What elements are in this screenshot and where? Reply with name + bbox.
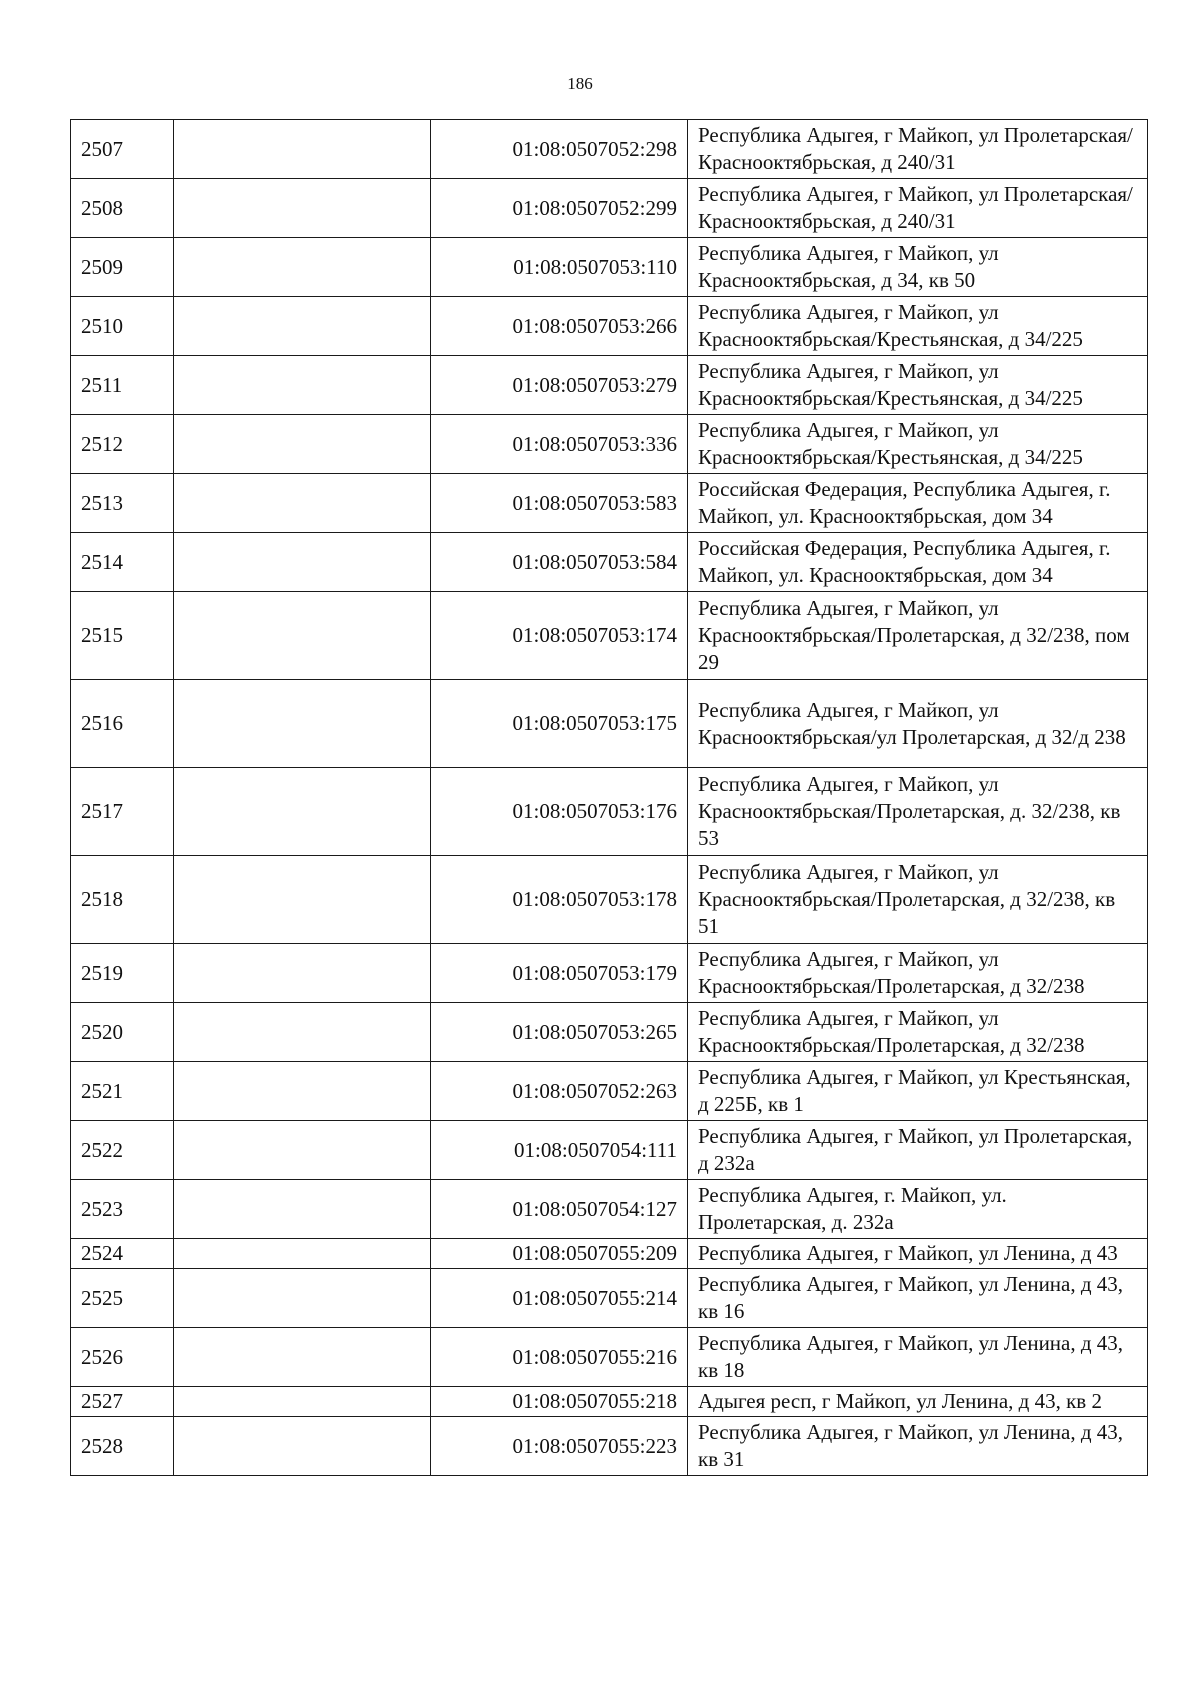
- address-cell: Республика Адыгея, г Майкоп, ул Краснооктябрьская/Крестьянская, д 34/225: [688, 356, 1148, 415]
- cadastral-number-cell: 01:08:0507052:263: [431, 1062, 688, 1121]
- address-cell: Республика Адыгея, г Майкоп, ул Крестьянская, д 225Б, кв 1: [688, 1062, 1148, 1121]
- empty-cell: [174, 474, 431, 533]
- empty-cell: [174, 238, 431, 297]
- table-row: [71, 1269, 1148, 1328]
- row-number-cell: 2514: [71, 533, 174, 592]
- address-cell: Республика Адыгея, г Майкоп, ул Ленина, д 43, кв 16: [688, 1269, 1148, 1328]
- cadastral-number-cell: 01:08:0507053:266: [431, 297, 688, 356]
- empty-cell: [174, 120, 431, 179]
- empty-cell: [174, 856, 431, 944]
- row-number-cell: 2511: [71, 356, 174, 415]
- empty-cell: [174, 1269, 431, 1328]
- cadastral-number-cell: 01:08:0507053:265: [431, 1003, 688, 1062]
- table-row: [71, 1180, 1148, 1239]
- empty-cell: [174, 680, 431, 768]
- address-cell: Республика Адыгея, г Майкоп, ул Краснооктябрьская/ул Пролетарская, д 32/д 238: [688, 680, 1148, 768]
- table-row: [71, 856, 1148, 944]
- address-cell: Республика Адыгея, г Майкоп, ул Ленина, д 43, кв 18: [688, 1328, 1148, 1387]
- table-row: [71, 120, 1148, 179]
- row-number-cell: 2509: [71, 238, 174, 297]
- empty-cell: [174, 1328, 431, 1387]
- empty-cell: [174, 297, 431, 356]
- cadastral-number-cell: 01:08:0507053:176: [431, 768, 688, 856]
- empty-cell: [174, 1417, 431, 1476]
- cadastral-number-cell: 01:08:0507055:209: [431, 1239, 688, 1269]
- row-number-cell: 2522: [71, 1121, 174, 1180]
- address-cell: Адыгея респ, г Майкоп, ул Ленина, д 43, кв 2: [688, 1387, 1148, 1417]
- cadastral-number-cell: 01:08:0507053:336: [431, 415, 688, 474]
- page-number: 186: [567, 74, 593, 93]
- row-number-cell: 2507: [71, 120, 174, 179]
- table-row: [71, 1239, 1148, 1269]
- empty-cell: [174, 1121, 431, 1180]
- table-row: [71, 768, 1148, 856]
- table-row: [71, 1121, 1148, 1180]
- empty-cell: [174, 356, 431, 415]
- cadastral-number-cell: 01:08:0507055:218: [431, 1387, 688, 1417]
- cadastral-number-cell: 01:08:0507052:298: [431, 120, 688, 179]
- cadastral-number-cell: 01:08:0507053:175: [431, 680, 688, 768]
- row-number-cell: 2526: [71, 1328, 174, 1387]
- table-row: [71, 1387, 1148, 1417]
- table-row: [71, 680, 1148, 768]
- row-number-cell: 2508: [71, 179, 174, 238]
- address-cell: Российская Федерация, Республика Адыгея, г. Майкоп, ул. Краснооктябрьская, дом 34: [688, 474, 1148, 533]
- empty-cell: [174, 533, 431, 592]
- cadastral-number-cell: 01:08:0507053:279: [431, 356, 688, 415]
- row-number-cell: 2527: [71, 1387, 174, 1417]
- row-number-cell: 2515: [71, 592, 174, 680]
- row-number-cell: 2510: [71, 297, 174, 356]
- empty-cell: [174, 1180, 431, 1239]
- empty-cell: [174, 415, 431, 474]
- cadastral-number-cell: 01:08:0507054:111: [431, 1121, 688, 1180]
- address-cell: Республика Адыгея, г. Майкоп, ул. Пролетарская, д. 232а: [688, 1180, 1148, 1239]
- empty-cell: [174, 592, 431, 680]
- table-row: [71, 592, 1148, 680]
- cadastral-number-cell: 01:08:0507053:179: [431, 944, 688, 1003]
- cadastral-number-cell: 01:08:0507055:216: [431, 1328, 688, 1387]
- address-cell: Республика Адыгея, г Майкоп, ул Краснооктябрьская/Крестьянская, д 34/225: [688, 297, 1148, 356]
- empty-cell: [174, 768, 431, 856]
- row-number-cell: 2512: [71, 415, 174, 474]
- empty-cell: [174, 944, 431, 1003]
- cadastral-number-cell: 01:08:0507054:127: [431, 1180, 688, 1239]
- row-number-cell: 2525: [71, 1269, 174, 1328]
- cadastral-number-cell: 01:08:0507053:178: [431, 856, 688, 944]
- table-row: [71, 415, 1148, 474]
- row-number-cell: 2517: [71, 768, 174, 856]
- cadastral-number-cell: 01:08:0507055:214: [431, 1269, 688, 1328]
- row-number-cell: 2516: [71, 680, 174, 768]
- row-number-cell: 2523: [71, 1180, 174, 1239]
- table-row: [71, 1417, 1148, 1476]
- empty-cell: [174, 179, 431, 238]
- row-number-cell: 2521: [71, 1062, 174, 1121]
- empty-cell: [174, 1387, 431, 1417]
- empty-cell: [174, 1062, 431, 1121]
- row-number-cell: 2524: [71, 1239, 174, 1269]
- table-row: [71, 1328, 1148, 1387]
- table-row: [71, 297, 1148, 356]
- empty-cell: [174, 1003, 431, 1062]
- address-cell: Республика Адыгея, г Майкоп, ул Ленина, д 43, кв 31: [688, 1417, 1148, 1476]
- cadastral-number-cell: 01:08:0507053:174: [431, 592, 688, 680]
- address-cell: Республика Адыгея, г Майкоп, ул Краснооктябрьская, д 34, кв 50: [688, 238, 1148, 297]
- table-row: [71, 238, 1148, 297]
- address-cell: Республика Адыгея, г Майкоп, ул Краснооктябрьская/Пролетарская, д 32/238: [688, 1003, 1148, 1062]
- address-cell: Республика Адыгея, г Майкоп, ул Пролетарская, д 232а: [688, 1121, 1148, 1180]
- address-cell: Республика Адыгея, г Майкоп, ул Краснооктябрьская/Пролетарская, д 32/238, кв 51: [688, 856, 1148, 944]
- address-cell: Республика Адыгея, г Майкоп, ул Пролетарская/Краснооктябрьская, д 240/31: [688, 179, 1148, 238]
- cadastral-number-cell: 01:08:0507053:583: [431, 474, 688, 533]
- address-cell: Республика Адыгея, г Майкоп, ул Краснооктябрьская/Пролетарская, д 32/238, пом 29: [688, 592, 1148, 680]
- address-cell: Российская Федерация, Республика Адыгея, г. Майкоп, ул. Краснооктябрьская, дом 34: [688, 533, 1148, 592]
- cadastral-number-cell: 01:08:0507052:299: [431, 179, 688, 238]
- cadastral-number-cell: 01:08:0507053:584: [431, 533, 688, 592]
- row-number-cell: 2520: [71, 1003, 174, 1062]
- table-row: [71, 179, 1148, 238]
- table-row: [71, 474, 1148, 533]
- address-cell: Республика Адыгея, г Майкоп, ул Краснооктябрьская/Пролетарская, д 32/238: [688, 944, 1148, 1003]
- address-cell: Республика Адыгея, г Майкоп, ул Пролетарская/Краснооктябрьская, д 240/31: [688, 120, 1148, 179]
- table-row: [71, 356, 1148, 415]
- address-cell: Республика Адыгея, г Майкоп, ул Краснооктябрьская/Крестьянская, д 34/225: [688, 415, 1148, 474]
- row-number-cell: 2518: [71, 856, 174, 944]
- table-row: [71, 533, 1148, 592]
- address-cell: Республика Адыгея, г Майкоп, ул Краснооктябрьская/Пролетарская, д. 32/238, кв 53: [688, 768, 1148, 856]
- row-number-cell: 2528: [71, 1417, 174, 1476]
- table-body: [71, 120, 1148, 1476]
- cadastral-number-cell: 01:08:0507053:110: [431, 238, 688, 297]
- row-number-cell: 2513: [71, 474, 174, 533]
- table-row: [71, 1062, 1148, 1121]
- empty-cell: [174, 1239, 431, 1269]
- cadastral-number-cell: 01:08:0507055:223: [431, 1417, 688, 1476]
- row-number-cell: 2519: [71, 944, 174, 1003]
- address-cell: Республика Адыгея, г Майкоп, ул Ленина, д 43: [688, 1239, 1148, 1269]
- property-registry-table: [70, 119, 1148, 1476]
- table-row: [71, 944, 1148, 1003]
- table-row: [71, 1003, 1148, 1062]
